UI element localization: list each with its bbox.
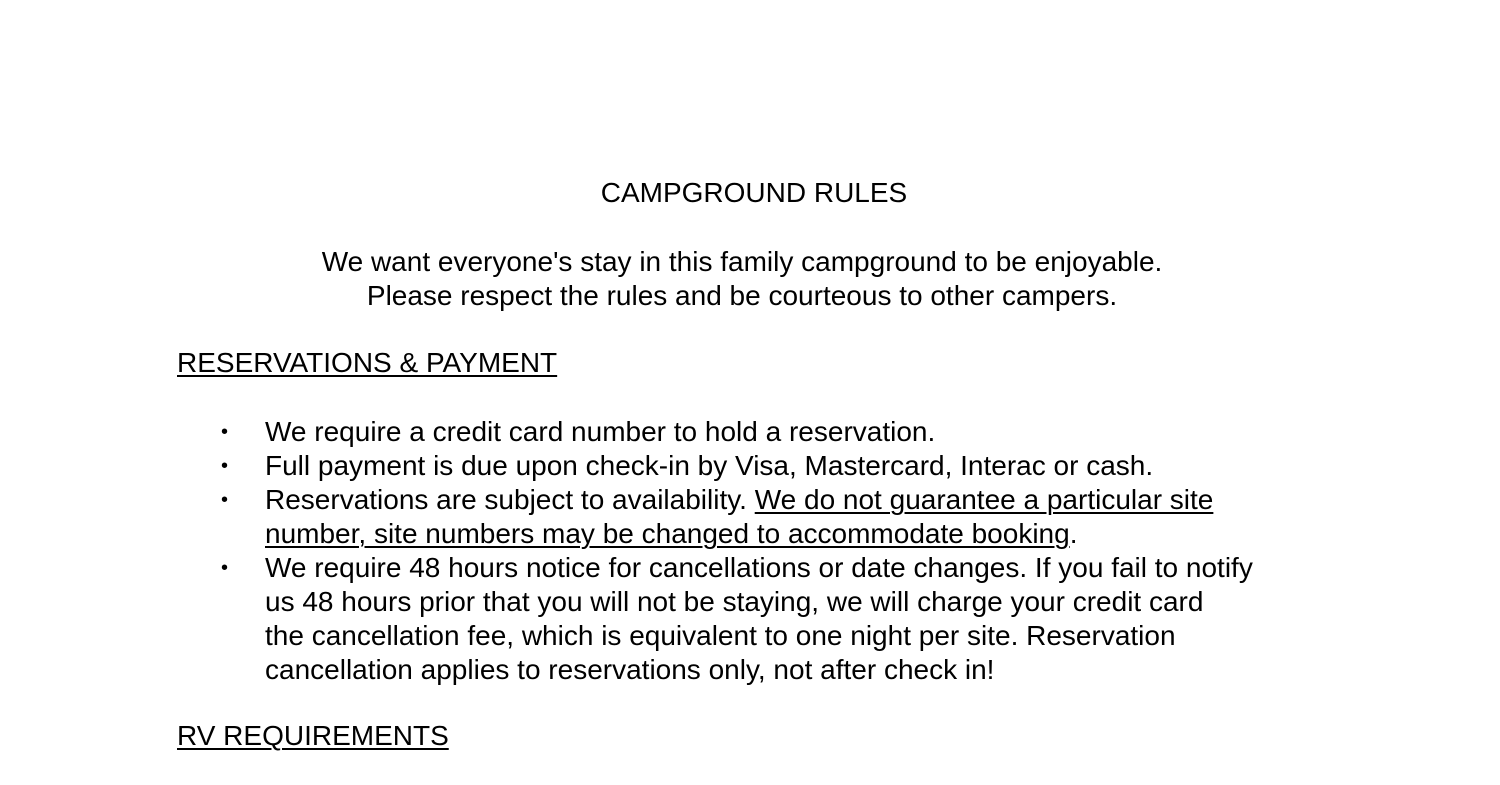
page-title: CAMPGROUND RULES <box>600 177 908 208</box>
list-item <box>0 415 1325 449</box>
bullet-icon: • <box>221 557 229 579</box>
rule-text: Full payment is due upon check-in by Visa, Mastercard, Interac or cash. <box>265 450 1154 481</box>
bullet-icon: • <box>221 489 229 511</box>
rule-text-line-3: the cancellation fee, which is equivalent to one night per site. Reservation <box>265 620 1176 651</box>
rule-text-line-2: us 48 hours prior that you will not be staying, we will charge your credit card <box>265 586 1204 617</box>
rule-text-underlined: We do not guarantee a particular site <box>754 484 1214 515</box>
rule-text-plain: Reservations are subject to availability. <box>265 484 755 515</box>
rule-text-line-4: cancellation applies to reservations only, not after check in! <box>265 654 995 685</box>
list-item <box>0 551 1325 687</box>
section-heading-reservations: RESERVATIONS & PAYMENT <box>177 347 558 378</box>
intro-line-2: Please respect the rules and be courteous to other campers. <box>366 280 1118 311</box>
list-item <box>0 483 1325 551</box>
intro-line-1: We want everyone's stay in this family campground to be enjoyable. <box>321 246 1163 277</box>
bullet-icon: • <box>221 455 229 477</box>
rule-text: We require a credit card number to hold a reservation. <box>265 416 936 447</box>
rule-text-end: . <box>1069 518 1078 549</box>
rule-text-line-1 <box>265 483 1325 517</box>
rule-text-underlined: number, site numbers may be changed to accommodate booking <box>265 518 1070 549</box>
list-item <box>0 449 1325 483</box>
intro-paragraph <box>0 245 1484 313</box>
bullet-icon: • <box>221 421 229 443</box>
reservations-rules-list <box>0 415 1500 687</box>
rule-text-line-1: We require 48 hours notice for cancellations or date changes. If you fail to notify <box>265 552 1253 583</box>
section-heading-rv-requirements: RV REQUIREMENTS <box>177 720 449 751</box>
rule-text-line-2 <box>265 517 1325 551</box>
